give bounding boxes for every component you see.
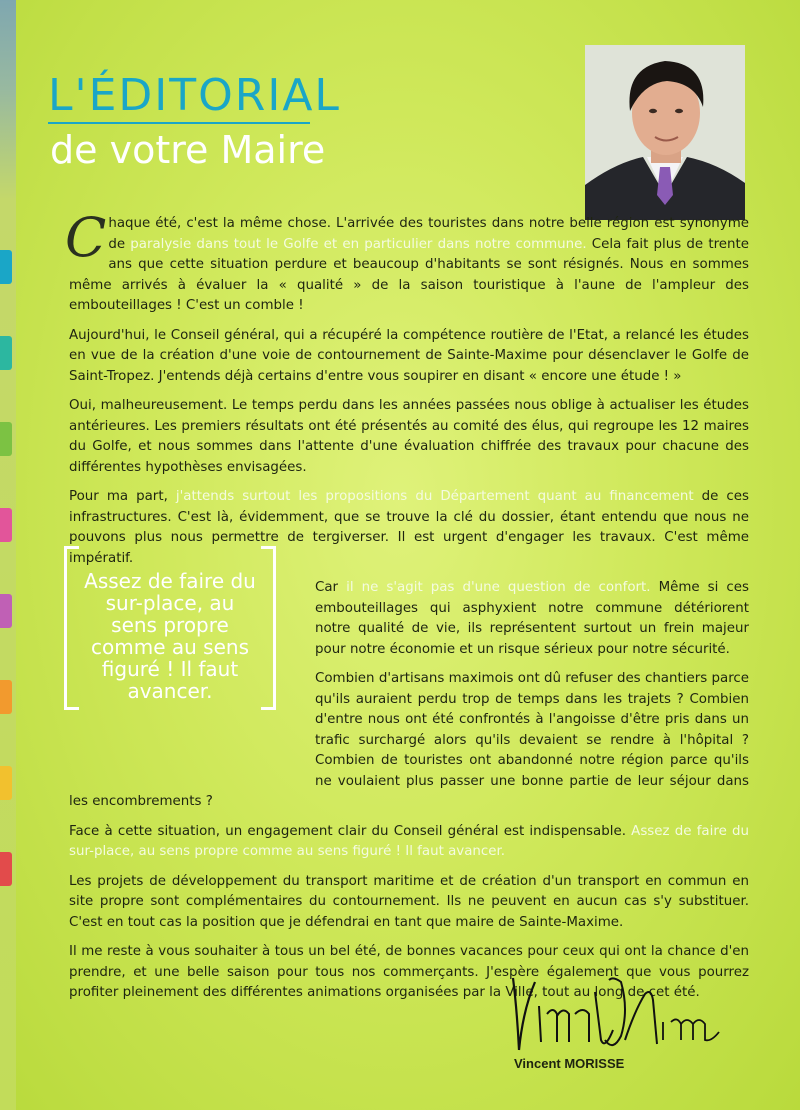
pull-quote: [64, 546, 276, 706]
paragraph-text: haque été, c'est la même chose. L'arrivée des touristes dans notre belle région est synonyme de: [108, 216, 749, 252]
paragraph-7: [69, 822, 749, 863]
signatory-name: Vincent MORISSE: [514, 1056, 625, 1071]
right-bracket: [261, 546, 276, 710]
editorial-subtitle: de votre Maire: [50, 128, 326, 172]
paragraph-text: de ces infrastructures. C'est là, évidemment, que se trouve la clé du dossier, étant entendu que nous ne pouvons plus nous permettre de tergiverser. Il est urgent d'engager les travaux. C'est même impératif.: [69, 489, 749, 566]
paragraph-text: Face à cette situation, un engagement clair du Conseil général est indispensable.: [69, 823, 632, 839]
highlighted-text: j'attends surtout les propositions du Département quant au financement: [175, 489, 694, 504]
color-tab-8: [0, 852, 12, 886]
color-tab-1: [0, 250, 12, 284]
left-bracket: [64, 546, 79, 710]
handwritten-signature: [505, 970, 735, 1060]
paragraph-text: Même si ces embouteillages qui asphyxient notre commune détériorent notre qualité de vie, ils représentent surtout un frein majeur pour notre économie et un risque sérieux pour notre sécurité.: [315, 580, 750, 657]
paragraph-text: Car: [315, 580, 347, 595]
drop-cap: C: [65, 206, 107, 269]
paragraph-9: Il me reste à vous souhaiter à tous un bel été, de bonnes vacances pour ceux qui ont la chance d'en prendre, et une belle saison pour tous nos commerçants. J'espère également que vous pourrez profiter pleinement des différentes animations organisées par la Ville, tout au long de cet été.: [69, 944, 749, 1000]
highlighted-text: il ne s'agit pas d'une question de confort.: [346, 580, 651, 595]
title-underline: [48, 122, 310, 124]
color-tab-5: [0, 594, 12, 628]
section-color-tabs: [0, 250, 12, 938]
paragraph-6: Combien d'artisans maximois ont dû refuser des chantiers parce qu'ils auraient perdu trop de temps dans les trajets ? Combien d'entre nous ont été confrontés à l'angoisse d'être pris dans un trafic surchargé alors qu'ils devaient se rendre à l'hôpital ? Combien de touristes ont abandonné notre région parce qu'ils ne voulaient plus passer une bonne partie de leur séjour dans les encombrements ?: [69, 671, 749, 809]
color-tab-2: [0, 336, 12, 370]
editorial-title: L'ÉDITORIAL: [48, 70, 341, 121]
paragraph-text: Pour ma part,: [69, 489, 176, 504]
mayor-portrait: [585, 45, 745, 220]
highlighted-text: Assez de faire du sur-place, au sens propre comme au sens figuré ! Il faut avancer.: [69, 823, 750, 859]
paragraph-3: Oui, malheureusement. Le temps perdu dans les années passées nous oblige à actualiser les études antérieures. Les premiers résultats ont été présentés au comité des élus, qui regroupe les 12 maires du Golfe, et nous sommes dans l'attente d'une évaluation chiffrée des travaux pour chacune des différentes hypothèses envisagées.: [69, 398, 749, 475]
paragraph-8: Les projets de développement du transport maritime et de création d'un transport en commun en site propre sont complémentaires du contournement. Ils ne peuvent en aucun cas s'y substituer. C'est en tout cas la position que je défendrai en tant que maire de Sainte-Maxime.: [69, 873, 749, 930]
highlighted-text: paralysie dans tout le Golfe et en particulier dans notre commune.: [130, 236, 587, 252]
color-tab-3: [0, 422, 12, 456]
paragraph-text: Cela fait plus de trente ans que cette situation perdure et beaucoup d'habitants se sont résignés. Nous en sommes même arrivés à évaluer la « qualité » de la saison touristique à l'aune de l'ampleur des embouteillages ! C'est un comble !: [69, 236, 749, 313]
color-tab-6: [0, 680, 12, 714]
color-tab-7: [0, 766, 12, 800]
paragraph-2: Aujourd'hui, le Conseil général, qui a récupéré la compétence routière de l'Etat, a relancé les études en vue de la création d'une voie de contournement de Sainte-Maxime pour désenclaver le Golfe de Saint-Tropez. J'entends déjà certains d'entre vous soupirer en disant « encore une étude ! »: [69, 327, 749, 384]
pull-quote-text: Assez de faire du sur-place, au sens propre comme au sens figuré ! Il faut avancer.: [84, 569, 256, 703]
paragraph-1: [65, 206, 749, 317]
color-tab-4: [0, 508, 12, 542]
